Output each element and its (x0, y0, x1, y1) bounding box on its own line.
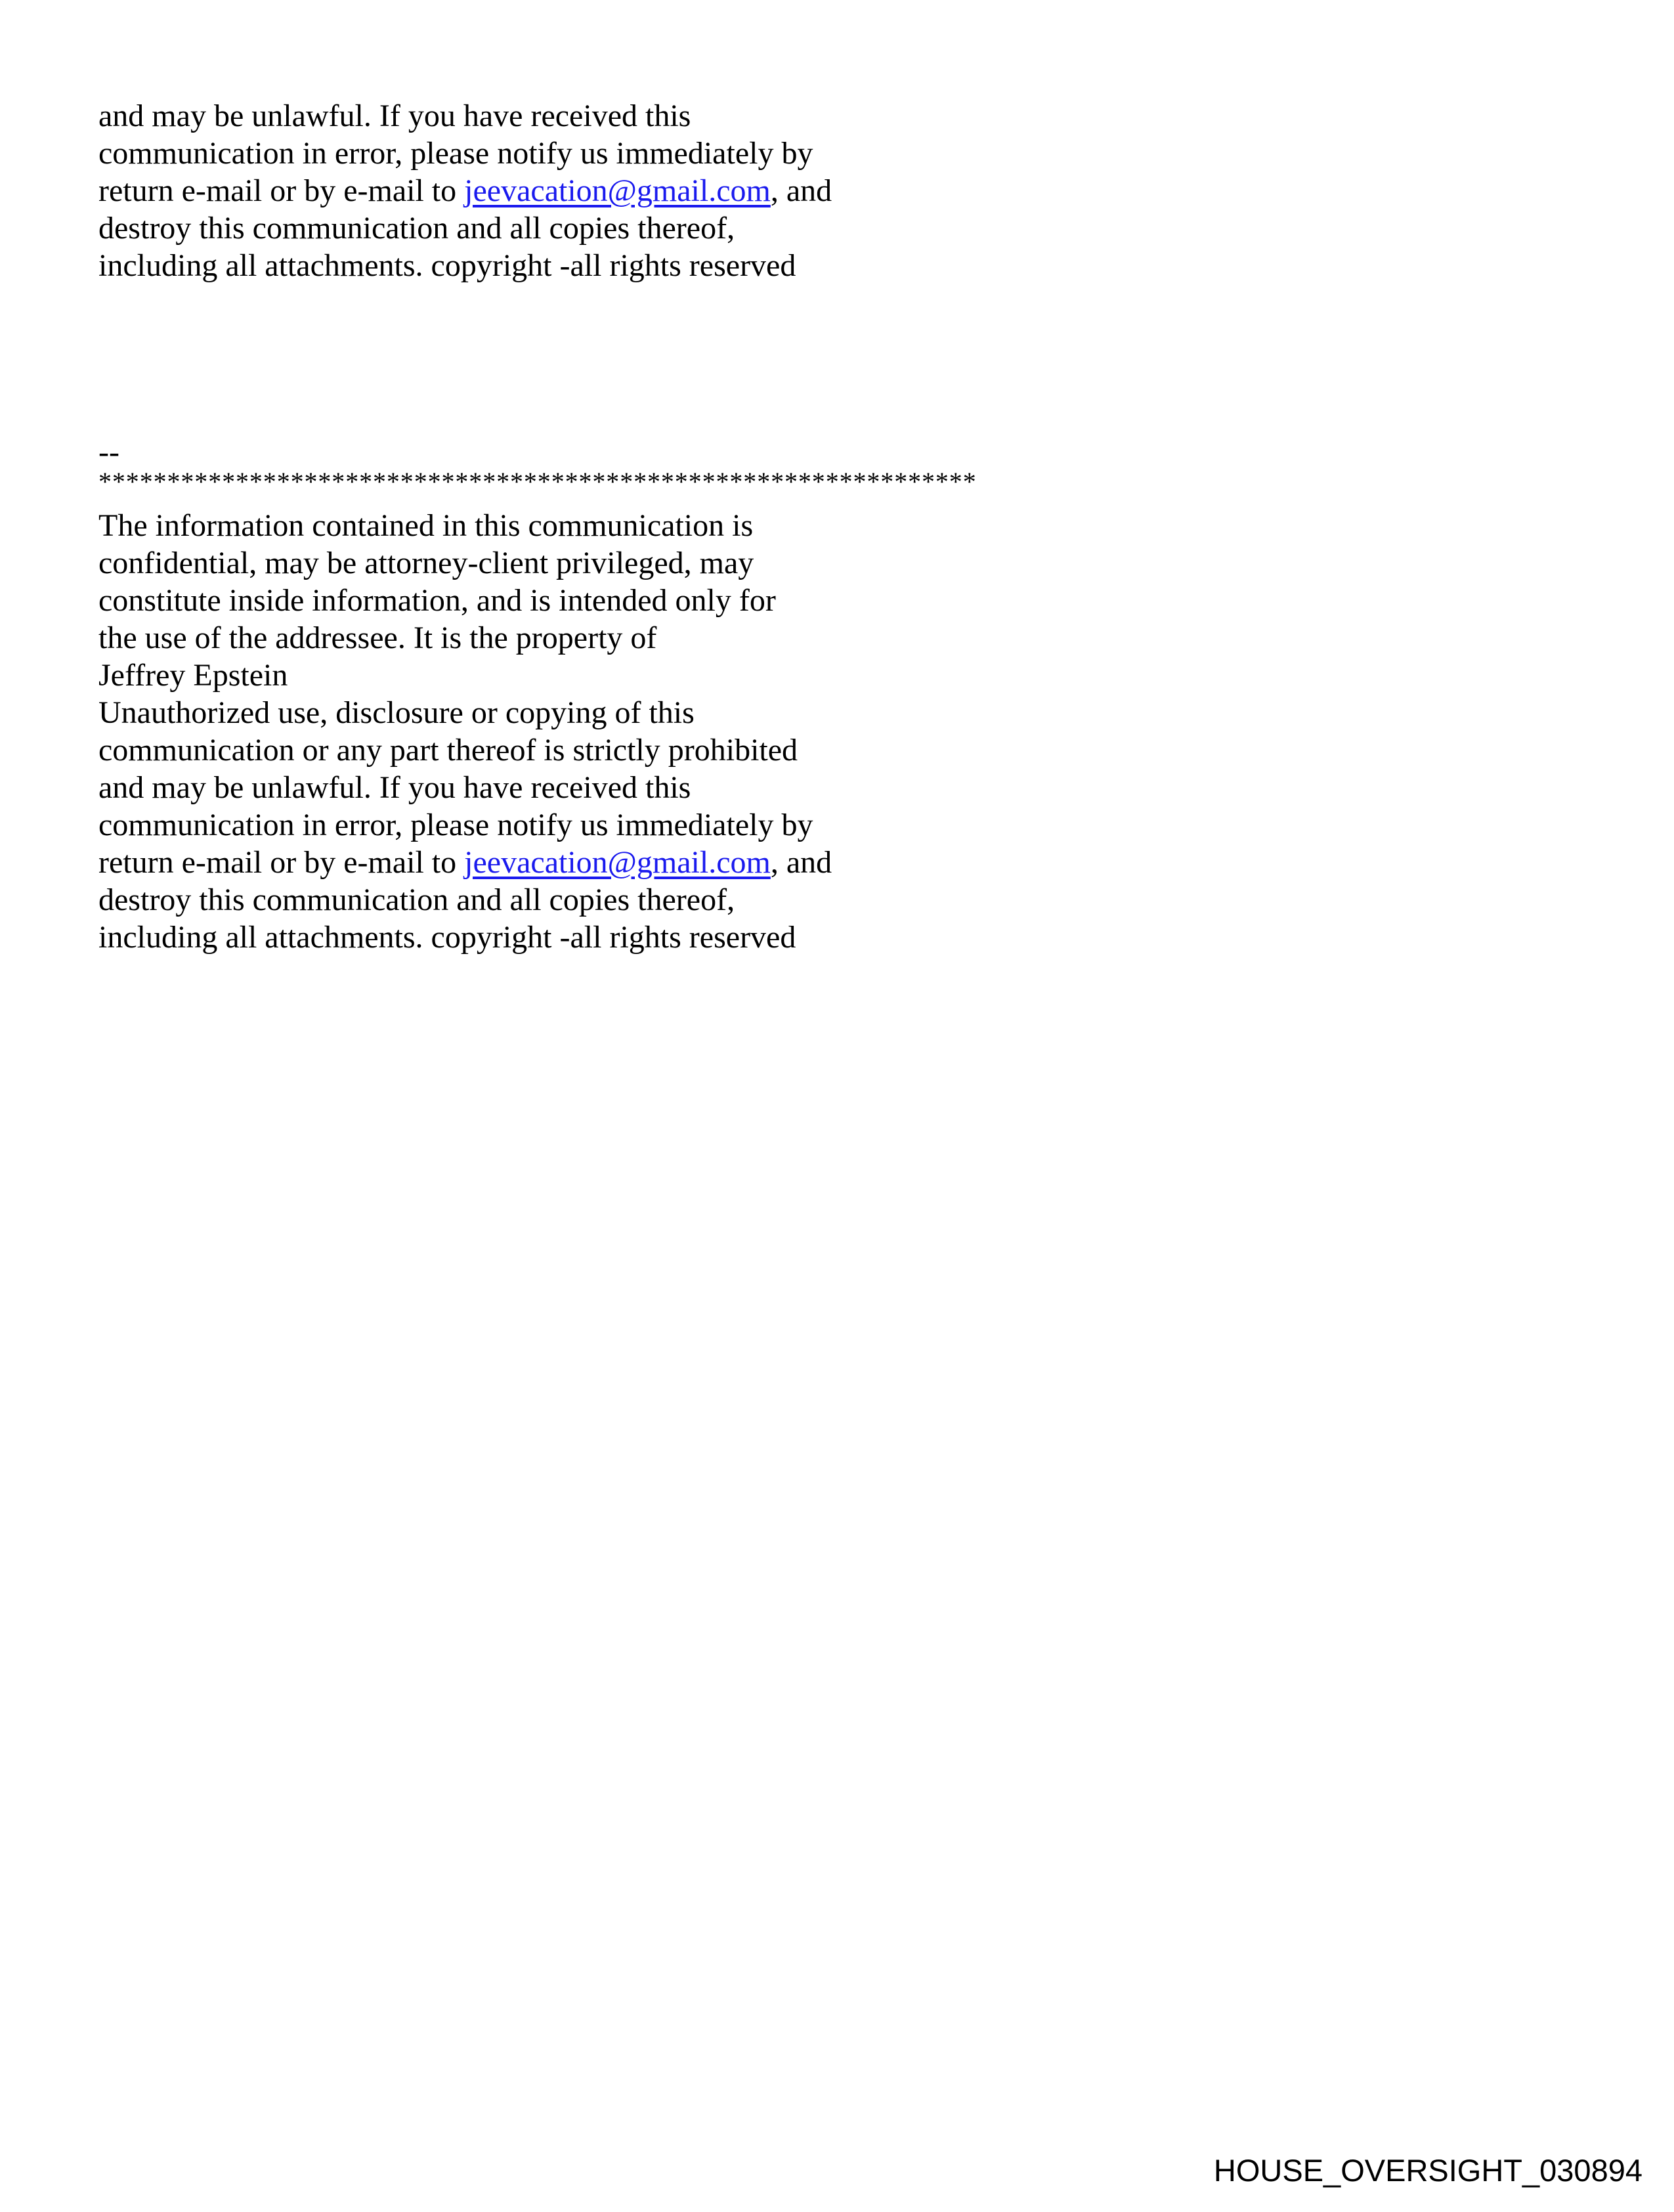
confidentiality-disclaimer (98, 507, 1214, 956)
text-line: and may be unlawful. If you have received this (98, 98, 691, 133)
text-line: The information contained in this communication is (98, 508, 754, 543)
asterisk-divider: **************************************************************** (98, 467, 977, 496)
disclaimer-continuation (98, 97, 1214, 284)
text-line: communication in error, please notify us immediately by (98, 136, 813, 171)
text-line: Jeffrey Epstein (98, 658, 288, 693)
text-line: including all attachments. copyright -all rights reserved (98, 920, 796, 955)
text-line: including all attachments. copyright -all rights reserved (98, 248, 796, 283)
signature-separator: -- (98, 435, 119, 469)
text-fragment: return e-mail or by e-mail to (98, 173, 465, 208)
email-link[interactable]: jeevacation@gmail.com (464, 173, 771, 208)
text-line: destroy this communication and all copies thereof, (98, 211, 735, 246)
text-line: communication or any part thereof is strictly prohibited (98, 733, 798, 768)
text-line-with-email (98, 844, 1214, 881)
text-line: Unauthorized use, disclosure or copying of this (98, 695, 695, 730)
text-line: and may be unlawful. If you have received this (98, 770, 691, 805)
email-link[interactable]: jeevacation@gmail.com (464, 845, 771, 880)
text-line: communication in error, please notify us immediately by (98, 808, 813, 842)
text-line: destroy this communication and all copies thereof, (98, 882, 735, 917)
bates-number: HOUSE_OVERSIGHT_030894 (1213, 2153, 1642, 2188)
text-line: constitute inside information, and is intended only for (98, 583, 776, 618)
text-fragment: , and (770, 845, 832, 880)
text-fragment: return e-mail or by e-mail to (98, 845, 465, 880)
text-line: the use of the addressee. It is the property of (98, 620, 657, 655)
text-line-with-email (98, 172, 1214, 209)
text-fragment: , and (770, 173, 832, 208)
text-line: confidential, may be attorney-client privileged, may (98, 546, 754, 580)
